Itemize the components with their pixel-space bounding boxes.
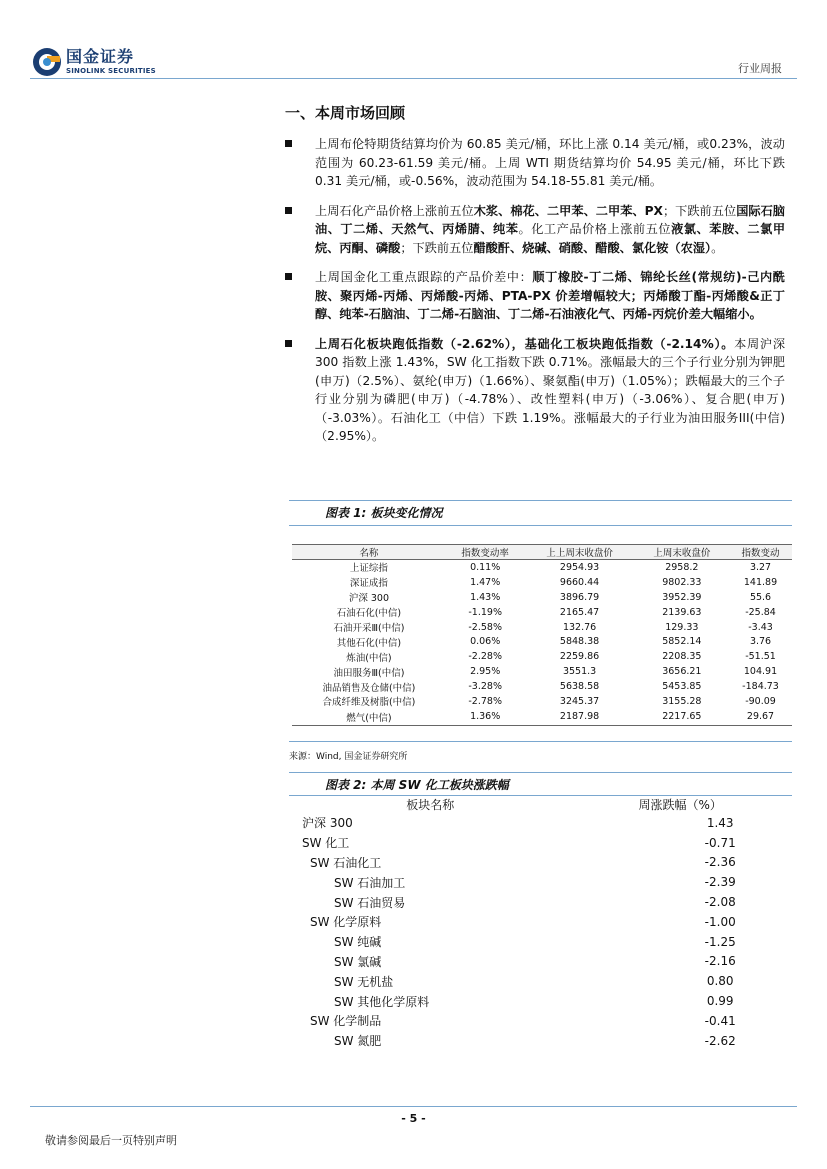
- table1-cell: 5848.38: [559, 636, 600, 648]
- table1-cell: 3896.79: [559, 591, 600, 603]
- bullet-bold-text: 上周石化板块跑低指数（-2.62%），基础化工板块跑低指数（-2.14%）。: [315, 336, 735, 351]
- table1-cell: 141.89: [743, 576, 778, 588]
- table1-cell: 5638.58: [559, 681, 600, 693]
- table1-cell: -1.19%: [468, 606, 502, 618]
- table1-cell: 2217.65: [635, 709, 729, 726]
- table-row: [292, 679, 792, 694]
- table1-cell: -3.43: [748, 621, 773, 633]
- table1-cell: 炼油(中信): [346, 652, 392, 664]
- disclaimer: 敬请参阅最后一页特别声明: [45, 1134, 177, 1147]
- table1-source: 来源：Wind, 国金证券研究所: [289, 752, 408, 762]
- table1-cell: 129.33: [665, 621, 699, 633]
- table1-cell: -51.51: [745, 651, 776, 663]
- table1-cell: 3155.28: [662, 695, 702, 707]
- sector-change-value: 0.99: [706, 994, 734, 1009]
- table1-title: 图表 1: 板块变化情况: [325, 506, 443, 520]
- sector-change-value: -1.25: [704, 934, 736, 949]
- bullet-item: [285, 268, 785, 324]
- table1-cell: 5852.14: [662, 636, 702, 648]
- table1-cell: 其他石化(中信): [336, 637, 402, 649]
- table1-cell: 油田服务Ⅲ(中信): [333, 667, 405, 679]
- table-row: [292, 620, 792, 635]
- table1-cell: 9660.44: [559, 576, 600, 588]
- bullet-square-icon: [285, 140, 292, 147]
- sector-name: SW 纯碱: [334, 935, 382, 950]
- table1-title-bar: [289, 500, 792, 526]
- bullet-text: 。: [711, 240, 724, 255]
- sector-change-table: [292, 544, 792, 726]
- table-row: [292, 605, 792, 620]
- table1-cell: 132.76: [562, 621, 597, 633]
- sector-name: SW 石油化工: [310, 855, 382, 870]
- table1-cell: 5453.85: [662, 681, 702, 693]
- table1-cell: -2.78%: [468, 695, 502, 707]
- sector-change-value: -2.08: [704, 895, 736, 910]
- sector-name: SW 石油贸易: [334, 895, 406, 910]
- bullet-text: ；下跌前五位: [400, 240, 474, 255]
- page-number: - 5 -: [401, 1112, 426, 1125]
- sector-change-value: -2.16: [704, 954, 736, 969]
- table1-cell: 3.76: [749, 636, 772, 648]
- sector-name: SW 石油加工: [334, 875, 406, 890]
- sector-name: SW 氯碱: [334, 954, 382, 969]
- table1-cell: 104.91: [743, 666, 778, 678]
- table1-header-cell: 指数变动率: [446, 545, 525, 560]
- table1-cell: 1.43%: [470, 591, 501, 603]
- table1-cell: 2139.63: [662, 606, 702, 618]
- table-row: [292, 649, 792, 664]
- table1-cell: -90.09: [745, 695, 776, 707]
- bullet-item: [285, 335, 785, 446]
- table1-cell: 深证成指: [349, 578, 388, 590]
- table-row: [292, 952, 792, 972]
- bullet-text: 本周沪深 300 指数上涨 1.43%，SW 化工指数下跌 0.71%。涨幅最大的三个子行业分别为钾肥(申万)（2.5%）、氨纶(申万)（1.66%）、聚氨酯(申万)（1.05%）；跌幅最大的三个子行业分别为磷肥(申万)（-4.78%）、改性塑料(申万)（-3.06%）、复合肥(申万)（-3.03%）。石油化工（中信）下跌 1.19%。涨幅最大的子行业为油田服务III(中信)（2.95%）。: [315, 336, 786, 443]
- table-row: [292, 560, 792, 575]
- table2-title-bar: [289, 772, 792, 796]
- table-row: [292, 892, 792, 912]
- table1-cell: 3952.39: [662, 591, 702, 603]
- table-row: [292, 813, 792, 833]
- table-row: [292, 872, 792, 892]
- sector-change-value: -1.00: [704, 914, 736, 929]
- table1-cell: 0.06%: [470, 636, 501, 648]
- sector-change-value: 1.43: [706, 815, 734, 830]
- sector-name: SW 氮肥: [334, 1034, 382, 1049]
- table1-cell: -184.73: [742, 681, 779, 693]
- bullet-text: 。化工产品价格上涨前五位: [518, 222, 672, 236]
- table1-cell: 1.36%: [446, 709, 525, 726]
- table1-cell: 55.6: [749, 591, 772, 603]
- table1-cell: -3.28%: [468, 681, 502, 693]
- table1-cell: 2208.35: [662, 651, 702, 663]
- footer-divider: [30, 1106, 797, 1107]
- logo-en-text: SINOLINK SECURITIES: [66, 67, 156, 75]
- table1-cell: 3656.21: [662, 666, 702, 678]
- table1-cell: 2259.86: [559, 651, 600, 663]
- logo: [32, 47, 156, 77]
- table1-cell: 2954.93: [559, 561, 600, 573]
- sw-chem-table: [292, 795, 792, 1051]
- bullet-text: 上周国金化工重点跟踪的产品价差中：: [315, 270, 533, 284]
- sector-change-value: -2.36: [704, 855, 736, 870]
- sector-change-value: -0.41: [704, 1013, 736, 1028]
- table-row: [292, 853, 792, 873]
- table1-cell: 油品销售及仓储(中信): [322, 682, 416, 694]
- section-title: 一、本周市场回顾: [285, 104, 406, 122]
- table1-cell: 2.95%: [470, 666, 501, 678]
- table2-header-cell: 周涨跌幅（%）: [638, 797, 722, 812]
- bullet-text: 上周石化产品价格上涨前五位: [315, 203, 474, 218]
- table1-header-cell: 指数变动: [729, 545, 792, 560]
- sector-name: SW 无机盐: [334, 974, 394, 989]
- bullet-bold-text: 液氯、苯胺、二氯甲烷、丙酮、磷酸: [315, 222, 786, 255]
- bullet-list: [285, 135, 785, 457]
- table1-cell: -25.84: [745, 606, 776, 618]
- bullet-bold-text: 醋酸酐、烧碱、硝酸、醋酸、氯化铵（农湿）: [473, 240, 712, 255]
- bullet-bold-text: 顺丁橡胶-丁二烯、锦纶长丝(常规纺)-己内酰胺、聚丙烯-丙烯、丙烯酸-丙烯、PTA-PX 价差增幅较大；丙烯酸丁酯-丙烯酸&正丁醇、纯苯-石脑油、丁二烯-石脑油、丁二烯-石油液化气、丙烯-丙烷价差大幅缩小。: [315, 270, 785, 321]
- table-row: [292, 1011, 792, 1031]
- sector-change-value: -2.62: [704, 1033, 736, 1048]
- sector-name: SW 其他化学原料: [334, 994, 430, 1009]
- sector-change-value: 0.80: [706, 974, 734, 989]
- table-row: [292, 932, 792, 952]
- bullet-bold-text: 国际石脑油、丁二烯、天然气、丙烯腈、纯苯: [315, 203, 785, 236]
- table1-cell: 2165.47: [559, 606, 600, 618]
- table-row: [292, 971, 792, 991]
- table-row: [292, 833, 792, 853]
- table1-cell: 9802.33: [662, 576, 702, 588]
- table1-cell: 合成纤维及树脂(中信): [322, 697, 416, 709]
- sector-name: SW 化学制品: [310, 1014, 382, 1029]
- header-divider: [30, 78, 797, 79]
- table1-cell: 3.27: [749, 561, 772, 573]
- table1-header-cell: 名称: [292, 545, 446, 560]
- table-row: [292, 991, 792, 1011]
- sector-change-value: -0.71: [704, 835, 736, 850]
- bullet-text: ；下跌前五位: [662, 203, 737, 218]
- table1-cell: 沪深 300: [348, 593, 389, 605]
- table-row: [292, 694, 792, 709]
- table1-header-cell: 上周末收盘价: [635, 545, 729, 560]
- table-row: [292, 634, 792, 649]
- source-divider: [289, 741, 792, 742]
- table2-header-cell: 板块名称: [406, 797, 455, 812]
- bullet-text: 上周布伦特期货结算均价为 60.85 美元/桶，环比上涨 0.14 美元/桶，或0.23%，波动范围为 60.23-61.59 美元/桶。上周 WTI 期货结算均价 54.95 美元/桶，环比下跌 0.31 美元/桶，或-0.56%，波动范围为 54.18-55.81 美元/桶。: [315, 137, 785, 188]
- bullet-item: [285, 202, 785, 258]
- table-row: [292, 709, 792, 726]
- table-row: [292, 575, 792, 590]
- sector-name: 沪深 300: [302, 816, 353, 831]
- bullet-item: [285, 135, 785, 191]
- table1-cell: 燃气(中信): [292, 709, 446, 726]
- bullet-square-icon: [285, 340, 292, 347]
- sector-change-value: -2.39: [704, 875, 736, 890]
- table1-cell: 3551.3: [562, 666, 597, 678]
- table1-cell: 3245.37: [559, 695, 600, 707]
- table-row: [292, 590, 792, 605]
- sector-name: SW 化工: [302, 836, 350, 851]
- sector-name: SW 化学原料: [310, 915, 382, 930]
- table1-header-cell: 上上周末收盘价: [525, 545, 635, 560]
- sinolink-logo-icon: [32, 47, 62, 77]
- table1-cell: 1.47%: [470, 576, 501, 588]
- bullet-square-icon: [285, 207, 292, 214]
- table1-cell: 石油开采Ⅲ(中信): [333, 623, 405, 634]
- table-row: [292, 664, 792, 679]
- logo-cn-text: 国金证券: [66, 47, 135, 66]
- table1-cell: -2.28%: [468, 651, 502, 663]
- table1-cell: 上证综指: [349, 563, 388, 575]
- table1-cell: 0.11%: [470, 561, 501, 573]
- table1-cell: 29.67: [729, 709, 792, 726]
- table2-title: 图表 2: 本周 SW 化工板块涨跌幅: [325, 778, 509, 792]
- report-type: 行业周报: [738, 62, 782, 75]
- bullet-square-icon: [285, 273, 292, 280]
- table1-cell: 2958.2: [665, 561, 699, 573]
- table1-cell: 石油石化(中信): [336, 608, 402, 620]
- table1-cell: -2.58%: [468, 621, 502, 633]
- table1-cell: 2187.98: [525, 709, 635, 726]
- table-row: [292, 912, 792, 932]
- table-row: [292, 1031, 792, 1051]
- bullet-bold-text: 木浆、棉花、二甲苯、二甲苯、PX: [473, 203, 663, 218]
